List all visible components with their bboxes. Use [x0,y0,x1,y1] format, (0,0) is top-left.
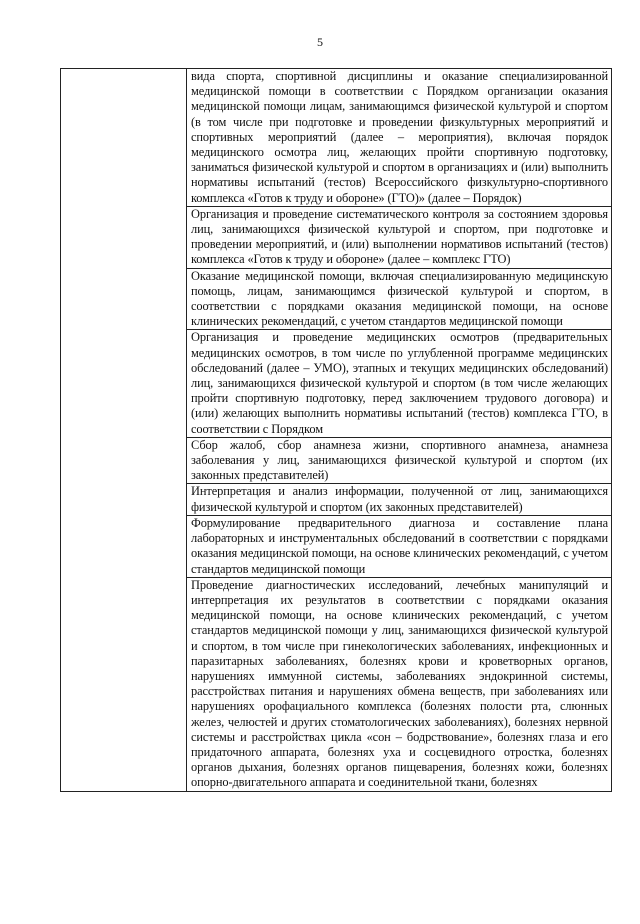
table-row [61,69,612,207]
cell-text: Организация и проведение систематического контроля за состоянием здоровья лиц, занимающихся физической культурой и спортом, при подготовке и проведении мероприятий, и (или) выполнении нормативов испытаний (тестов) комплекса «Готов к труду и обороне» (далее – комплекс ГТО) [191,206,608,267]
table-cell [187,484,612,515]
table-cell [187,206,612,268]
cell-text: Интерпретация и анализ информации, полученной от лиц, занимающихся физической культурой и спортом (их законных представителей) [191,484,608,514]
table-cell [187,437,612,484]
table-cell [187,515,612,577]
cell-text: Проведение диагностических исследований, лечебных манипуляций и интерпретация их результатов в соответствии с порядками оказания медицинской помощи, на основе клинических рекомендаций, с учетом стандартов медицинской помощи у лиц, занимающихся физической культурой и спортом, в том числе при гинекологических заболеваниях, инфекционных и паразитарных заболеваниях, болезнях крови и кроветворных органов, нарушениях иммунной системы, заболеваниях эндокринной системы, расстройствах питания и нарушениях обмена веществ, при заболеваниях или нарушениях орофациального комплекса (болезнях полости рта, слюнных желез, челюстей и других стоматологических заболеваниях), болезнях нервной системы и расстройствах цикла «сон – бодрствование», болезнях глаза и его придаточного аппарата, болезнях уха и сосцевидного отростка, болезнях органов дыхания, болезнях органов пищеварения, болезнях кожи, болезнях опорно-двигательного аппарата и соединительной ткани, болезнях [191,577,608,790]
function-table [60,68,612,792]
table-cell [187,69,612,207]
cell-text: вида спорта, спортивной дисциплины и оказание специализированной медицинской помощи в соответствии с Порядком организации оказания медицинской помощи лицам, занимающимся физической культурой и спортом (в том числе при подготовке и проведении физкультурных мероприятий и спортивных мероприятий (далее – мероприятия), включая порядок медицинского осмотра лиц, желающих пройти спортивную подготовку, заниматься физической культурой и спортом в организациях и (или) выполнить нормативы испытаний (тестов) Всероссийского физкультурно-спортивного комплекса «Готов к труду и обороне» (ГТО)» (далее – Порядок) [191,69,608,205]
left-column-cell [61,69,187,792]
cell-text: Сбор жалоб, сбор анамнеза жизни, спортивного анамнеза, анамнеза заболевания у лиц, занимающихся физической культурой и спортом (их законных представителей) [191,437,608,483]
page-number: 5 [317,35,323,49]
cell-text: Формулирование предварительного диагноза и составление плана лабораторных и инструментальных обследований в соответствии с порядками оказания медицинской помощи, на основе клинических рекомендаций, с учетом стандартов медицинской помощи [191,515,608,576]
cell-text: Организация и проведение медицинских осмотров (предварительных медицинских осмотров, в том числе по углубленной программе медицинских обследований (далее – УМО), этапных и текущих медицинских обследований) лиц, занимающихся физической культурой и спортом (в том числе желающих пройти спортивную подготовку, перед заключением трудового договора) и (или) желающих выполнить нормативы испытаний (тестов) комплекса ГТО, в соответствии с Порядком [191,330,608,436]
table-cell [187,330,612,437]
table-cell [187,268,612,330]
cell-text: Оказание медицинской помощи, включая специализированную медицинскую помощь, лицам, занимающимся физической культурой и спортом, в соответствии с порядками оказания медицинской помощи, на основе клинических рекомендаций, с учетом стандартов медицинской помощи [191,268,608,329]
table-cell [187,577,612,791]
